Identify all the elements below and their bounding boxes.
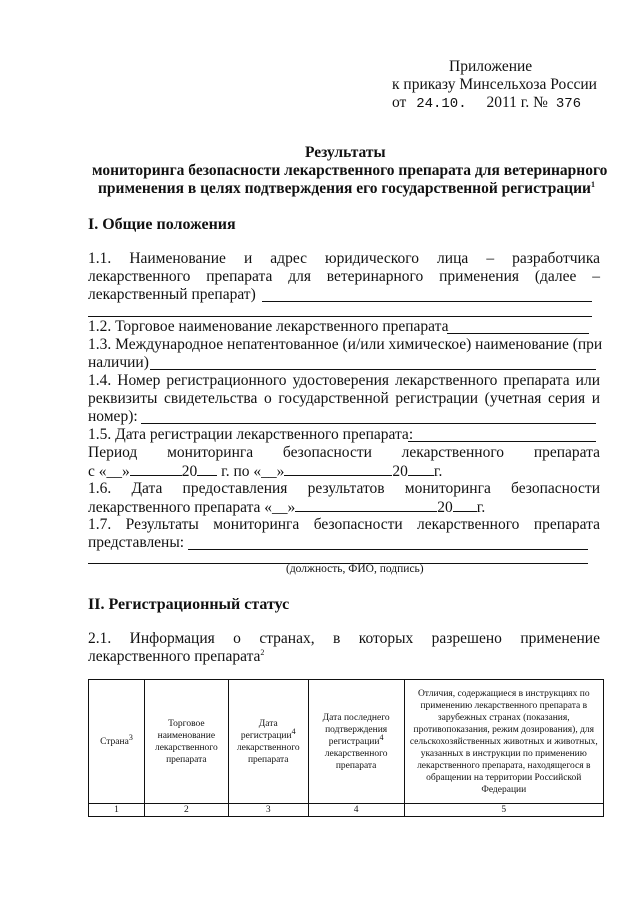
header-differences: Отличия, содержащиеся в инструкциях по применению лекарственного препарата в зарубежных странах (показания, противопоказания, режим дозирования), для сельскохозяйственных животных и животных, указанных в инструкции по применению лекарственного препарата, находящегося в обращении на территории Российской Федерации <box>404 680 603 804</box>
item-1-4-line3: номер): <box>88 408 138 425</box>
item-1-3-fill-line <box>150 369 596 370</box>
header-last-confirmation-date: Дата последнего подтверждения регистрации$^4$ лекарственного препарата <box>308 680 404 804</box>
title-line-2: мониторинга безопасности лекарственного препарата для ветеринарного <box>92 162 608 179</box>
date-prefix: от <box>392 94 407 111</box>
header-registration-date: Дата регистрации$^4$ лекарственного препарата <box>228 680 308 804</box>
item-1-2-fill-line <box>447 333 589 334</box>
document-title: Результаты <box>305 144 386 161</box>
item-1-1-line1: 1.1. Наименование и адрес юридического лица – разработчика <box>88 250 600 267</box>
item-1-1-line2: лекарственного препарата для ветеринарного применения (далее – <box>88 268 600 285</box>
item-1-1-fill-line <box>262 301 592 302</box>
section-1-heading: I. Общие положения <box>88 216 236 233</box>
order-date-line <box>392 94 581 113</box>
period-line2: с «__» 20 г. по «__» 20 г. <box>88 463 443 480</box>
column-number: 4 <box>308 804 404 817</box>
item-1-6-line2: лекарственного препарата «__» 20 г. <box>88 499 486 516</box>
section-2-heading: II. Регистрационный статус <box>88 596 290 613</box>
order-number: 376 <box>555 96 582 112</box>
item-1-2: 1.2. Торговое наименование лекарственного препарата <box>88 318 449 335</box>
item-1-5: 1.5. Дата регистрации лекарственного препарата: <box>88 426 414 443</box>
signature-caption: (должность, ФИО, подпись) <box>286 563 424 575</box>
item-1-7-fill-line <box>188 549 588 550</box>
column-number: 3 <box>228 804 308 817</box>
item-1-6-line1: 1.6. Дата предоставления результатов мониторинга безопасности <box>88 480 600 497</box>
appendix-label: Приложение <box>449 58 533 75</box>
item-1-4-line2: реквизиты свидетельства о государственной регистрации (учетная серия и <box>88 390 600 407</box>
item-1-7-line1: 1.7. Результаты мониторинга безопасности лекарственного препарата <box>88 516 600 533</box>
item-2-1-line2: лекарственного препарата$^2$ <box>88 647 265 665</box>
item-2-1-line1: 2.1. Информация о странах, в которых разрешено применение <box>88 630 600 647</box>
item-1-5-fill-line <box>408 441 596 442</box>
header-trade-name: Торговое наименование лекарственного препарата <box>144 680 228 804</box>
countries-table <box>88 679 604 817</box>
title-line-3: применения в целях подтверждения его государственной регистрации$^1$ <box>98 179 595 197</box>
item-1-4-fill-line <box>141 423 596 424</box>
item-1-1-line3: лекарственный препарат) <box>88 286 256 303</box>
order-year: 2011 г. № <box>486 94 548 111</box>
header-country: Страна$^3$ <box>89 680 145 804</box>
item-1-1-fill-line-2 <box>88 316 592 317</box>
item-1-3-line1: 1.3. Международное непатентованное (и/или химическое) наименование (при <box>88 336 603 353</box>
order-reference: к приказу Минсельхоза России <box>392 76 597 93</box>
item-1-7-line2: представлены: <box>88 534 185 551</box>
column-number: 2 <box>144 804 228 817</box>
item-1-3-line2: наличии) <box>88 354 149 371</box>
table-numbering-row <box>89 804 604 817</box>
column-number: 1 <box>89 804 145 817</box>
column-number: 5 <box>404 804 603 817</box>
period-line1: Период мониторинга безопасности лекарственного препарата <box>88 444 600 461</box>
order-date: 24.10. <box>416 96 467 112</box>
item-1-4-line1: 1.4. Номер регистрационного удостоверения лекарственного препарата или <box>88 372 600 389</box>
